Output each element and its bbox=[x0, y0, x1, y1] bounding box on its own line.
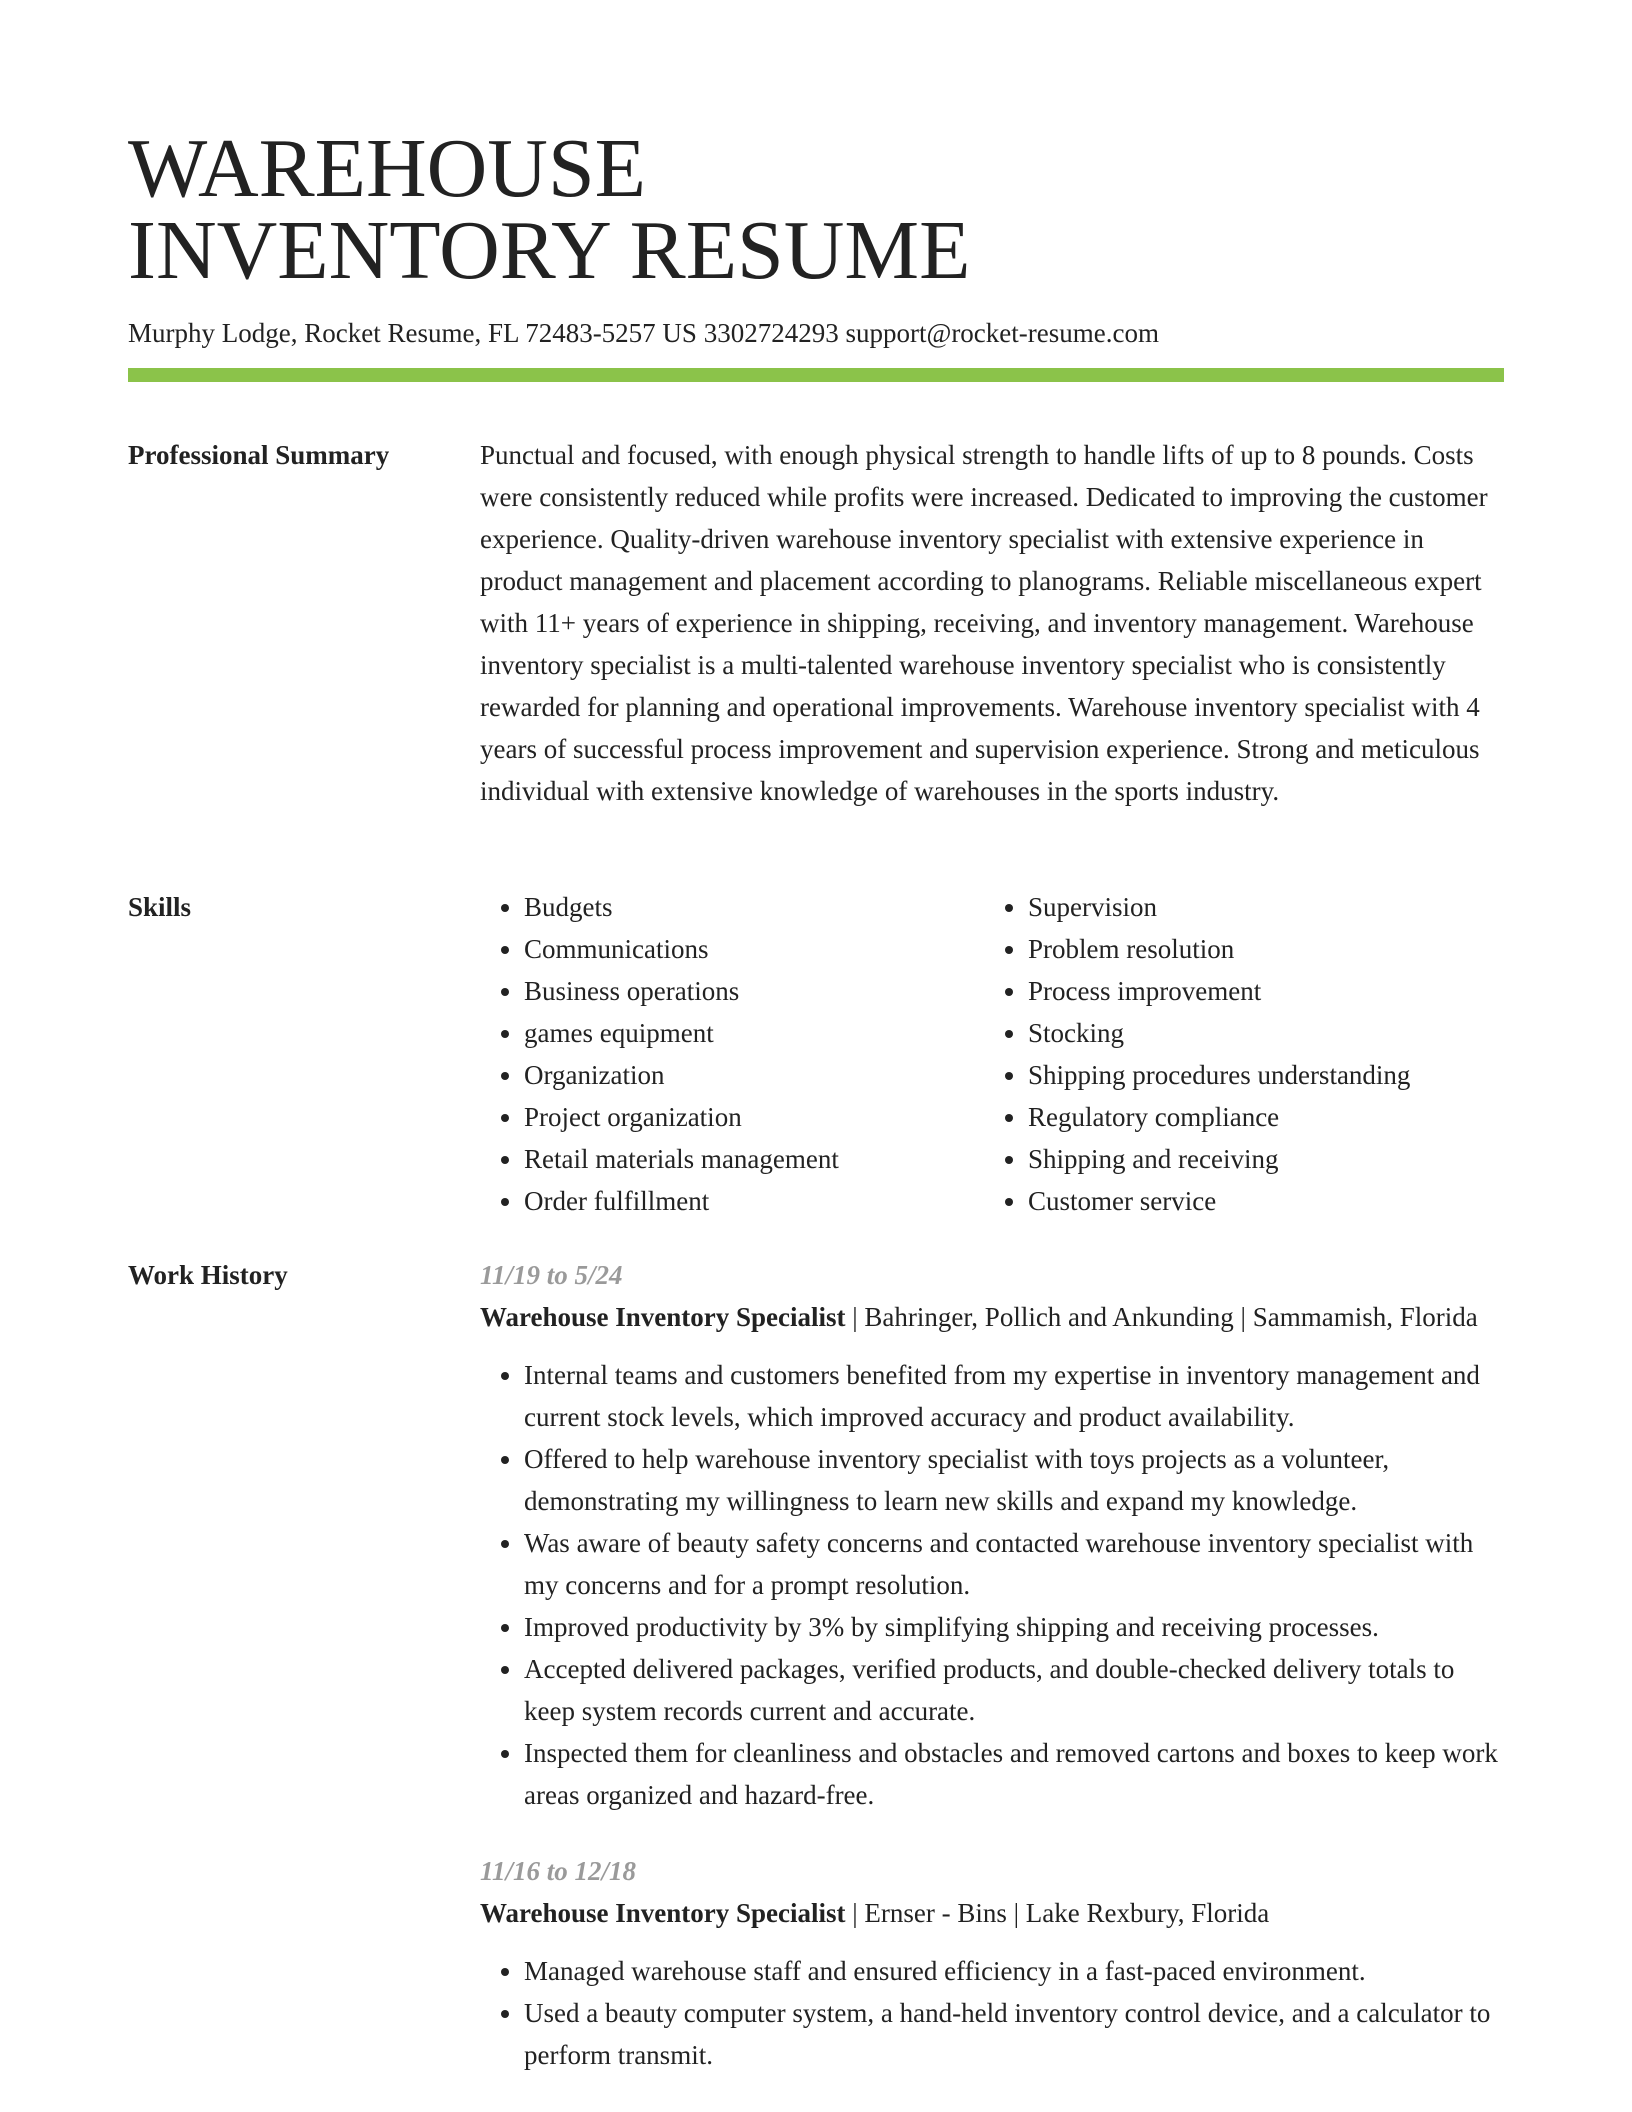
job-bullet: • Internal teams and customers benefited from my expertise in inventory management and current stock levels, which improved accuracy and product availability. bbox=[524, 1354, 1504, 1438]
job-heading bbox=[480, 1296, 1504, 1338]
job-bullet: • Inspected them for cleanliness and obstacles and removed cartons and boxes to keep work areas organized and hazard-free. bbox=[524, 1732, 1504, 1816]
skill-item: • Regulatory compliance bbox=[1028, 1096, 1508, 1138]
job-bullets bbox=[480, 1354, 1504, 1816]
accent-divider bbox=[128, 368, 1504, 382]
section-label-skills: Skills bbox=[128, 892, 192, 922]
job-bullet: • Managed warehouse staff and ensured efficiency in a fast-paced environment. bbox=[524, 1950, 1504, 1992]
job-entry bbox=[480, 1850, 1504, 2076]
skills-list-left bbox=[480, 886, 1004, 1222]
job-bullet: • Offered to help warehouse inventory specialist with toys projects as a volunteer, demonstrating my willingness to learn new skills and expand my knowledge. bbox=[524, 1438, 1504, 1522]
skill-item: • Shipping and receiving bbox=[1028, 1138, 1508, 1180]
skill-item: • Communications bbox=[524, 928, 1004, 970]
title-line-1: WAREHOUSE bbox=[128, 122, 646, 215]
skill-item: • Shipping procedures understanding bbox=[1028, 1054, 1508, 1096]
skills-list-right bbox=[984, 886, 1508, 1222]
skill-item: • Organization bbox=[524, 1054, 1004, 1096]
summary-text: Punctual and focused, with enough physical strength to handle lifts of up to 8 pounds. Costs were consistently reduced while profits were increased. Dedicated to improving the customer experience. Quality-driven warehouse inventory specialist with extensive experience in product management and placement according to planograms. Reliable miscellaneous expert with 11+ years of experience in shipping, receiving, and inventory management. Warehouse inventory specialist is a multi-talented warehouse inventory specialist who is consistently rewarded for planning and operational improvements. Warehouse inventory specialist with 4 years of successful process improvement and supervision experience. Strong and meticulous individual with extensive knowledge of warehouses in the sports industry. bbox=[480, 440, 1488, 806]
job-title: Warehouse Inventory Specialist bbox=[480, 1898, 846, 1928]
skill-item: • Budgets bbox=[524, 886, 1004, 928]
job-bullet: • Used a beauty computer system, a hand-held inventory control device, and a calculator to perform transmit. bbox=[524, 1992, 1504, 2076]
section-label-summary: Professional Summary bbox=[128, 440, 390, 470]
job-heading bbox=[480, 1892, 1504, 1934]
skill-item: • Business operations bbox=[524, 970, 1004, 1012]
resume-header bbox=[128, 122, 1504, 382]
job-details: | Ernser - Bins | Lake Rexbury, Florida bbox=[845, 1898, 1270, 1928]
work-history-body bbox=[480, 1254, 1504, 2076]
skill-item: • Order fulfillment bbox=[524, 1180, 1004, 1222]
skill-item: • Retail materials management bbox=[524, 1138, 1004, 1180]
skill-item: • Supervision bbox=[1028, 886, 1508, 928]
title-line-2: INVENTORY RESUME bbox=[128, 204, 971, 297]
skill-item: • Problem resolution bbox=[1028, 928, 1508, 970]
job-title: Warehouse Inventory Specialist bbox=[480, 1302, 846, 1332]
job-details: | Bahringer, Pollich and Ankunding | Sammamish, Florida bbox=[845, 1302, 1478, 1332]
skill-item: • games equipment bbox=[524, 1012, 1004, 1054]
skill-item: • Customer service bbox=[1028, 1180, 1508, 1222]
resume-title bbox=[128, 122, 1504, 297]
skill-item: • Stocking bbox=[1028, 1012, 1508, 1054]
job-bullets bbox=[480, 1950, 1504, 2076]
job-entry bbox=[480, 1254, 1504, 1816]
section-label-work: Work History bbox=[128, 1260, 288, 1290]
skill-item: • Project organization bbox=[524, 1096, 1004, 1138]
contact-info: Murphy Lodge, Rocket Resume, FL 72483-5257 US 3302724293 support@rocket-resume.com bbox=[128, 318, 1159, 348]
job-bullet: • Improved productivity by 3% by simplifying shipping and receiving processes. bbox=[524, 1606, 1504, 1648]
job-bullet: • Accepted delivered packages, verified products, and double-checked delivery totals to keep system records current and accurate. bbox=[524, 1648, 1504, 1732]
job-dates: 11/16 to 12/18 bbox=[480, 1856, 637, 1886]
skill-item: • Process improvement bbox=[1028, 970, 1508, 1012]
job-dates: 11/19 to 5/24 bbox=[480, 1260, 623, 1290]
job-bullet: • Was aware of beauty safety concerns and contacted warehouse inventory specialist with my concerns and for a prompt resolution. bbox=[524, 1522, 1504, 1606]
